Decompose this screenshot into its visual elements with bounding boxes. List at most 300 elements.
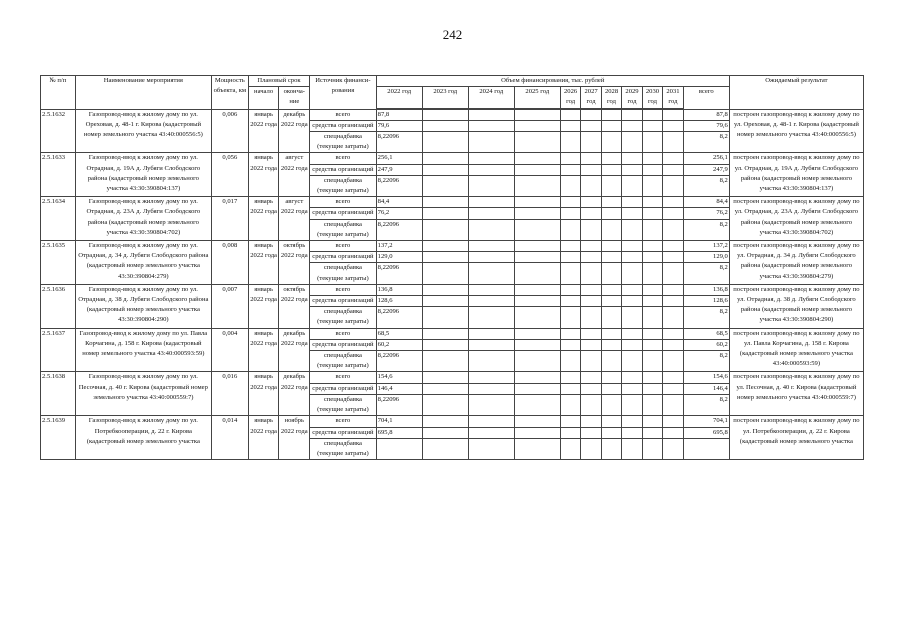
empty-cell — [622, 109, 642, 120]
empty-cell — [581, 339, 601, 350]
empty-cell — [642, 328, 662, 339]
item-end: декабрь 2022 года — [279, 372, 310, 416]
source-total-label: всего — [310, 328, 377, 339]
empty-cell — [468, 394, 514, 415]
empty-cell — [560, 120, 580, 131]
empty-cell — [601, 328, 621, 339]
empty-cell — [622, 339, 642, 350]
item-number: 2.5.1632 — [41, 109, 76, 153]
empty-cell — [422, 120, 468, 131]
item-start: январь 2022 года — [248, 109, 279, 153]
item-end: август 2022 года — [279, 197, 310, 241]
empty-cell — [560, 383, 580, 394]
empty-cell — [663, 164, 683, 175]
empty-cell — [622, 383, 642, 394]
nadbavka-all: 8,2 — [683, 351, 729, 372]
item-result: построен газопровод-ввод к жилому дому по ул. Отрадная, д. 23А д. Лубяги Слободского района (кадастровый номер земельного участка 43:30:390804:702) — [729, 197, 863, 241]
empty-cell — [622, 284, 642, 295]
source-org-label: средства организаций — [310, 383, 377, 394]
empty-cell — [622, 351, 642, 372]
total-all: 256,1 — [683, 153, 729, 164]
empty-cell — [642, 438, 662, 459]
empty-cell — [663, 132, 683, 153]
empty-cell — [560, 153, 580, 164]
total-all: 87,8 — [683, 109, 729, 120]
item-name: Газопровод-ввод к жилому дому по ул. Павла Корчагина, д. 158 г. Кирова (кадастровый номер земельного участка 43:40:000593:59) — [75, 328, 211, 372]
nadbavka-all: 8,2 — [683, 307, 729, 328]
empty-cell — [560, 438, 580, 459]
empty-cell — [622, 132, 642, 153]
empty-cell — [601, 164, 621, 175]
empty-cell — [622, 241, 642, 252]
empty-cell — [560, 307, 580, 328]
empty-cell — [422, 284, 468, 295]
empty-cell — [468, 339, 514, 350]
empty-cell — [581, 307, 601, 328]
empty-cell — [601, 284, 621, 295]
empty-cell — [468, 164, 514, 175]
source-total-label: всего — [310, 284, 377, 295]
empty-cell — [642, 383, 662, 394]
empty-cell — [514, 164, 560, 175]
table-row — [41, 153, 864, 164]
empty-cell — [622, 307, 642, 328]
empty-cell — [642, 109, 662, 120]
empty-cell — [663, 383, 683, 394]
empty-cell — [663, 263, 683, 284]
empty-cell — [601, 241, 621, 252]
source-nadbavka-label: спецнадбавка (текущие затраты) — [310, 438, 377, 459]
header-num: № п/п — [41, 76, 76, 110]
empty-cell — [581, 284, 601, 295]
empty-cell — [560, 284, 580, 295]
item-result: построен газопровод-ввод к жилому дому по ул. Потребкооперации, д. 22 г. Кирова (кадастровый номер земельного участка — [729, 416, 863, 460]
empty-cell — [560, 351, 580, 372]
empty-cell — [514, 416, 560, 427]
org-2022: 129,0 — [376, 252, 422, 263]
empty-cell — [622, 328, 642, 339]
empty-cell — [601, 394, 621, 415]
empty-cell — [601, 438, 621, 459]
empty-cell — [642, 296, 662, 307]
item-number: 2.5.1638 — [41, 372, 76, 416]
empty-cell — [468, 219, 514, 240]
empty-cell — [560, 427, 580, 438]
header-total: всего — [683, 87, 729, 109]
empty-cell — [581, 416, 601, 427]
empty-cell — [622, 219, 642, 240]
header-result: Ожидаемый результат — [729, 76, 863, 110]
empty-cell — [581, 394, 601, 415]
org-2022: 146,4 — [376, 383, 422, 394]
empty-cell — [514, 153, 560, 164]
total-all: 137,2 — [683, 241, 729, 252]
source-org-label: средства организаций — [310, 296, 377, 307]
source-org-label: средства организаций — [310, 164, 377, 175]
empty-cell — [663, 427, 683, 438]
item-result: построен газопровод-ввод к жилому дому по ул. Павла Корчагина, д. 158 г. Кирова (кадастровый номер земельного участка 43:40:000593:59) — [729, 328, 863, 372]
empty-cell — [468, 427, 514, 438]
total-all: 84,4 — [683, 197, 729, 208]
empty-cell — [622, 164, 642, 175]
empty-cell — [468, 296, 514, 307]
empty-cell — [468, 372, 514, 383]
empty-cell — [422, 175, 468, 196]
item-result: построен газопровод-ввод к жилому дому по ул. Отрадная, д. 19А д. Лубяги Слободского района (кадастровый номер земельного участка 43:30:390804:137) — [729, 153, 863, 197]
empty-cell — [581, 132, 601, 153]
total-2022: 84,4 — [376, 197, 422, 208]
empty-cell — [663, 284, 683, 295]
empty-cell — [468, 153, 514, 164]
empty-cell — [468, 328, 514, 339]
empty-cell — [642, 175, 662, 196]
item-end: декабрь 2022 года — [279, 328, 310, 372]
empty-cell — [514, 284, 560, 295]
header-year: 2031 год — [663, 87, 683, 108]
empty-cell — [560, 219, 580, 240]
item-end: октябрь 2022 года — [279, 284, 310, 328]
total-all: 704,1 — [683, 416, 729, 427]
empty-cell — [663, 328, 683, 339]
item-start: январь 2022 года — [248, 153, 279, 197]
empty-cell — [663, 120, 683, 131]
empty-cell — [468, 416, 514, 427]
source-nadbavka-label: спецнадбавка (текущие затраты) — [310, 263, 377, 284]
empty-cell — [622, 120, 642, 131]
empty-cell — [422, 296, 468, 307]
total-2022: 154,6 — [376, 372, 422, 383]
page-number: 242 — [442, 27, 463, 42]
source-total-label: всего — [310, 372, 377, 383]
empty-cell — [601, 219, 621, 240]
item-number: 2.5.1635 — [41, 241, 76, 285]
org-2022: 128,6 — [376, 296, 422, 307]
empty-cell — [622, 263, 642, 284]
empty-cell — [514, 120, 560, 131]
empty-cell — [514, 307, 560, 328]
empty-cell — [422, 427, 468, 438]
empty-cell — [581, 175, 601, 196]
empty-cell — [581, 351, 601, 372]
nadbavka-all: 8,2 — [683, 394, 729, 415]
org-2022: 247,9 — [376, 164, 422, 175]
source-nadbavka-label: спецнадбавка (текущие затраты) — [310, 307, 377, 328]
empty-cell — [468, 120, 514, 131]
empty-cell — [663, 296, 683, 307]
empty-cell — [514, 328, 560, 339]
empty-cell — [468, 132, 514, 153]
empty-cell — [581, 241, 601, 252]
nadbavka-2022: 8,22096 — [376, 263, 422, 284]
nadbavka-all: 8,2 — [683, 263, 729, 284]
empty-cell — [642, 427, 662, 438]
empty-cell — [663, 153, 683, 164]
empty-cell — [560, 109, 580, 120]
empty-cell — [622, 372, 642, 383]
empty-cell — [601, 109, 621, 120]
empty-cell — [560, 241, 580, 252]
empty-cell — [601, 263, 621, 284]
empty-cell — [663, 339, 683, 350]
empty-cell — [581, 197, 601, 208]
empty-cell — [422, 263, 468, 284]
empty-cell — [601, 208, 621, 219]
item-power: 0,017 — [211, 197, 248, 241]
empty-cell — [560, 197, 580, 208]
empty-cell — [622, 197, 642, 208]
org-all: 76,2 — [683, 208, 729, 219]
empty-cell — [642, 339, 662, 350]
empty-cell — [560, 296, 580, 307]
total-2022: 256,1 — [376, 153, 422, 164]
empty-cell — [581, 153, 601, 164]
empty-cell — [514, 383, 560, 394]
item-power: 0,007 — [211, 284, 248, 328]
item-name: Газопровод-ввод к жилому дому по ул. Отрадная, д. 19А д. Лубяги Слободского района (кадастровый номер земельного участка 43:30:390804:137) — [75, 153, 211, 197]
item-number: 2.5.1634 — [41, 197, 76, 241]
empty-cell — [422, 132, 468, 153]
empty-cell — [468, 175, 514, 196]
nadbavka-2022: 8,22096 — [376, 351, 422, 372]
empty-cell — [663, 208, 683, 219]
header-year: 2029 год — [622, 87, 642, 108]
empty-cell — [642, 132, 662, 153]
empty-cell — [514, 351, 560, 372]
nadbavka-all: 8,2 — [683, 175, 729, 196]
item-number: 2.5.1639 — [41, 416, 76, 460]
source-nadbavka-label: спецнадбавка (текущие затраты) — [310, 219, 377, 240]
header-year: 2027 год — [581, 87, 601, 108]
empty-cell — [601, 351, 621, 372]
empty-cell — [581, 328, 601, 339]
empty-cell — [642, 120, 662, 131]
item-result: построен газопровод-ввод к жилому дому по ул. Отрадная, д. 38 д. Лубяги Слободского района (кадастровый номер земельного участка 43:30:390804:290) — [729, 284, 863, 328]
source-total-label: всего — [310, 109, 377, 120]
empty-cell — [468, 284, 514, 295]
nadbavka-2022: 8,22096 — [376, 307, 422, 328]
empty-cell — [663, 307, 683, 328]
org-2022: 76,2 — [376, 208, 422, 219]
empty-cell — [642, 164, 662, 175]
empty-cell — [642, 394, 662, 415]
empty-cell — [560, 132, 580, 153]
empty-cell — [642, 372, 662, 383]
empty-cell — [422, 153, 468, 164]
empty-cell — [422, 307, 468, 328]
item-name: Газопровод-ввод к жилому дому по ул. Песочная, д. 40 г. Кирова (кадастровый номер земельного участка 43:40:000559:7) — [75, 372, 211, 416]
empty-cell — [622, 438, 642, 459]
empty-cell — [601, 372, 621, 383]
empty-cell — [663, 394, 683, 415]
empty-cell — [514, 296, 560, 307]
empty-cell — [622, 252, 642, 263]
empty-cell — [622, 296, 642, 307]
source-total-label: всего — [310, 241, 377, 252]
empty-cell — [560, 394, 580, 415]
source-org-label: средства организаций — [310, 339, 377, 350]
empty-cell — [422, 109, 468, 120]
header-year: 2026 год — [560, 87, 580, 108]
item-start: январь 2022 года — [248, 416, 279, 460]
empty-cell — [663, 219, 683, 240]
source-org-label: средства организаций — [310, 120, 377, 131]
empty-cell — [422, 164, 468, 175]
empty-cell — [514, 252, 560, 263]
empty-cell — [663, 175, 683, 196]
empty-cell — [422, 383, 468, 394]
org-all: 146,4 — [683, 383, 729, 394]
empty-cell — [514, 263, 560, 284]
empty-cell — [642, 219, 662, 240]
item-number: 2.5.1637 — [41, 328, 76, 372]
org-all: 129,0 — [683, 252, 729, 263]
nadbavka-2022: 8,22096 — [376, 394, 422, 415]
empty-cell — [560, 263, 580, 284]
source-org-label: средства организаций — [310, 427, 377, 438]
source-org-label: средства организаций — [310, 252, 377, 263]
total-2022: 137,2 — [376, 241, 422, 252]
empty-cell — [468, 383, 514, 394]
empty-cell — [468, 208, 514, 219]
empty-cell — [514, 197, 560, 208]
item-name: Газопровод-ввод к жилому дому по ул. Отрадная, д. 38 д. Лубяги Слободского района (кадастровый номер земельного участка 43:30:390804:290) — [75, 284, 211, 328]
empty-cell — [422, 328, 468, 339]
empty-cell — [663, 416, 683, 427]
item-end: август 2022 года — [279, 153, 310, 197]
item-power: 0,004 — [211, 328, 248, 372]
item-power: 0,008 — [211, 241, 248, 285]
empty-cell — [581, 438, 601, 459]
empty-cell — [514, 372, 560, 383]
item-number: 2.5.1633 — [41, 153, 76, 197]
empty-cell — [642, 197, 662, 208]
empty-cell — [622, 394, 642, 415]
source-nadbavka-label: спецнадбавка (текущие затраты) — [310, 175, 377, 196]
org-all: 128,6 — [683, 296, 729, 307]
source-total-label: всего — [310, 416, 377, 427]
empty-cell — [468, 252, 514, 263]
item-start: январь 2022 года — [248, 328, 279, 372]
empty-cell — [622, 153, 642, 164]
empty-cell — [622, 175, 642, 196]
empty-cell — [422, 219, 468, 240]
source-nadbavka-label: спецнадбавка (текущие затраты) — [310, 351, 377, 372]
empty-cell — [422, 208, 468, 219]
header-term: Плановый срок — [248, 76, 309, 87]
item-name: Газопровод-ввод к жилому дому по ул. Отрадная, д. 34 д. Лубяги Слободского района (кадастровый номер земельного участка 43:30:390804:279) — [75, 241, 211, 285]
empty-cell — [642, 284, 662, 295]
table-row — [41, 372, 864, 383]
empty-cell — [560, 175, 580, 196]
item-power: 0,056 — [211, 153, 248, 197]
empty-cell — [642, 307, 662, 328]
empty-cell — [514, 109, 560, 120]
nadbavka-2022: 8,22096 — [376, 132, 422, 153]
header-term-end: оконча-ние — [279, 87, 310, 109]
empty-cell — [514, 132, 560, 153]
nadbavka-2022: 8,22096 — [376, 219, 422, 240]
header-year: 2025 год — [514, 87, 560, 108]
org-2022: 60,2 — [376, 339, 422, 350]
empty-cell — [642, 208, 662, 219]
empty-cell — [601, 383, 621, 394]
empty-cell — [422, 241, 468, 252]
table-row — [41, 416, 864, 427]
source-nadbavka-label: спецнадбавка (текущие затраты) — [310, 132, 377, 153]
empty-cell — [514, 339, 560, 350]
source-total-label: всего — [310, 197, 377, 208]
empty-cell — [514, 175, 560, 196]
empty-cell — [514, 219, 560, 240]
empty-cell — [560, 339, 580, 350]
item-power: 0,014 — [211, 416, 248, 460]
item-result: построен газопровод-ввод к жилому дому по ул. Ореховая, д. 48-1 г. Кирова (кадастровый номер земельного участка 43:40:000556:5) — [729, 109, 863, 153]
empty-cell — [663, 252, 683, 263]
org-all: 695,8 — [683, 427, 729, 438]
total-2022: 68,5 — [376, 328, 422, 339]
empty-cell — [422, 197, 468, 208]
empty-cell — [663, 351, 683, 372]
empty-cell — [468, 351, 514, 372]
empty-cell — [468, 241, 514, 252]
table-row — [41, 284, 864, 295]
empty-cell — [422, 351, 468, 372]
empty-cell — [560, 252, 580, 263]
table-row — [41, 241, 864, 252]
empty-cell — [601, 296, 621, 307]
empty-cell — [581, 296, 601, 307]
nadbavka-all — [683, 438, 729, 459]
empty-cell — [560, 164, 580, 175]
empty-cell — [663, 109, 683, 120]
table-row — [41, 197, 864, 208]
org-2022: 79,6 — [376, 120, 422, 131]
empty-cell — [581, 383, 601, 394]
header-year: 2023 год — [422, 87, 468, 108]
empty-cell — [514, 208, 560, 219]
empty-cell — [642, 252, 662, 263]
header-row-1 — [41, 76, 864, 87]
table-body — [41, 109, 864, 460]
empty-cell — [468, 307, 514, 328]
org-2022: 695,8 — [376, 427, 422, 438]
header-year: 2028 год — [601, 87, 621, 108]
header-year: 2024 год — [468, 87, 514, 108]
empty-cell — [622, 427, 642, 438]
source-org-label: средства организаций — [310, 208, 377, 219]
empty-cell — [581, 120, 601, 131]
item-result: построен газопровод-ввод к жилому дому по ул. Отрадная, д. 34 д. Лубяги Слободского района (кадастровый номер земельного участка 43:30:390804:279) — [729, 241, 863, 285]
empty-cell — [581, 164, 601, 175]
empty-cell — [514, 241, 560, 252]
empty-cell — [468, 197, 514, 208]
total-all: 154,6 — [683, 372, 729, 383]
header-year: 2022 год — [376, 87, 422, 108]
item-result: построен газопровод-ввод к жилому дому по ул. Песочная, д. 40 г. Кирова (кадастровый номер земельного участка 43:40:000559:7) — [729, 372, 863, 416]
empty-cell — [601, 339, 621, 350]
empty-cell — [581, 208, 601, 219]
total-2022: 87,8 — [376, 109, 422, 120]
empty-cell — [642, 351, 662, 372]
empty-cell — [663, 241, 683, 252]
measures-table — [40, 75, 864, 460]
empty-cell — [601, 252, 621, 263]
empty-cell — [560, 208, 580, 219]
item-end: ноябрь 2022 года — [279, 416, 310, 460]
empty-cell — [601, 416, 621, 427]
nadbavka-all: 8,2 — [683, 132, 729, 153]
empty-cell — [642, 241, 662, 252]
